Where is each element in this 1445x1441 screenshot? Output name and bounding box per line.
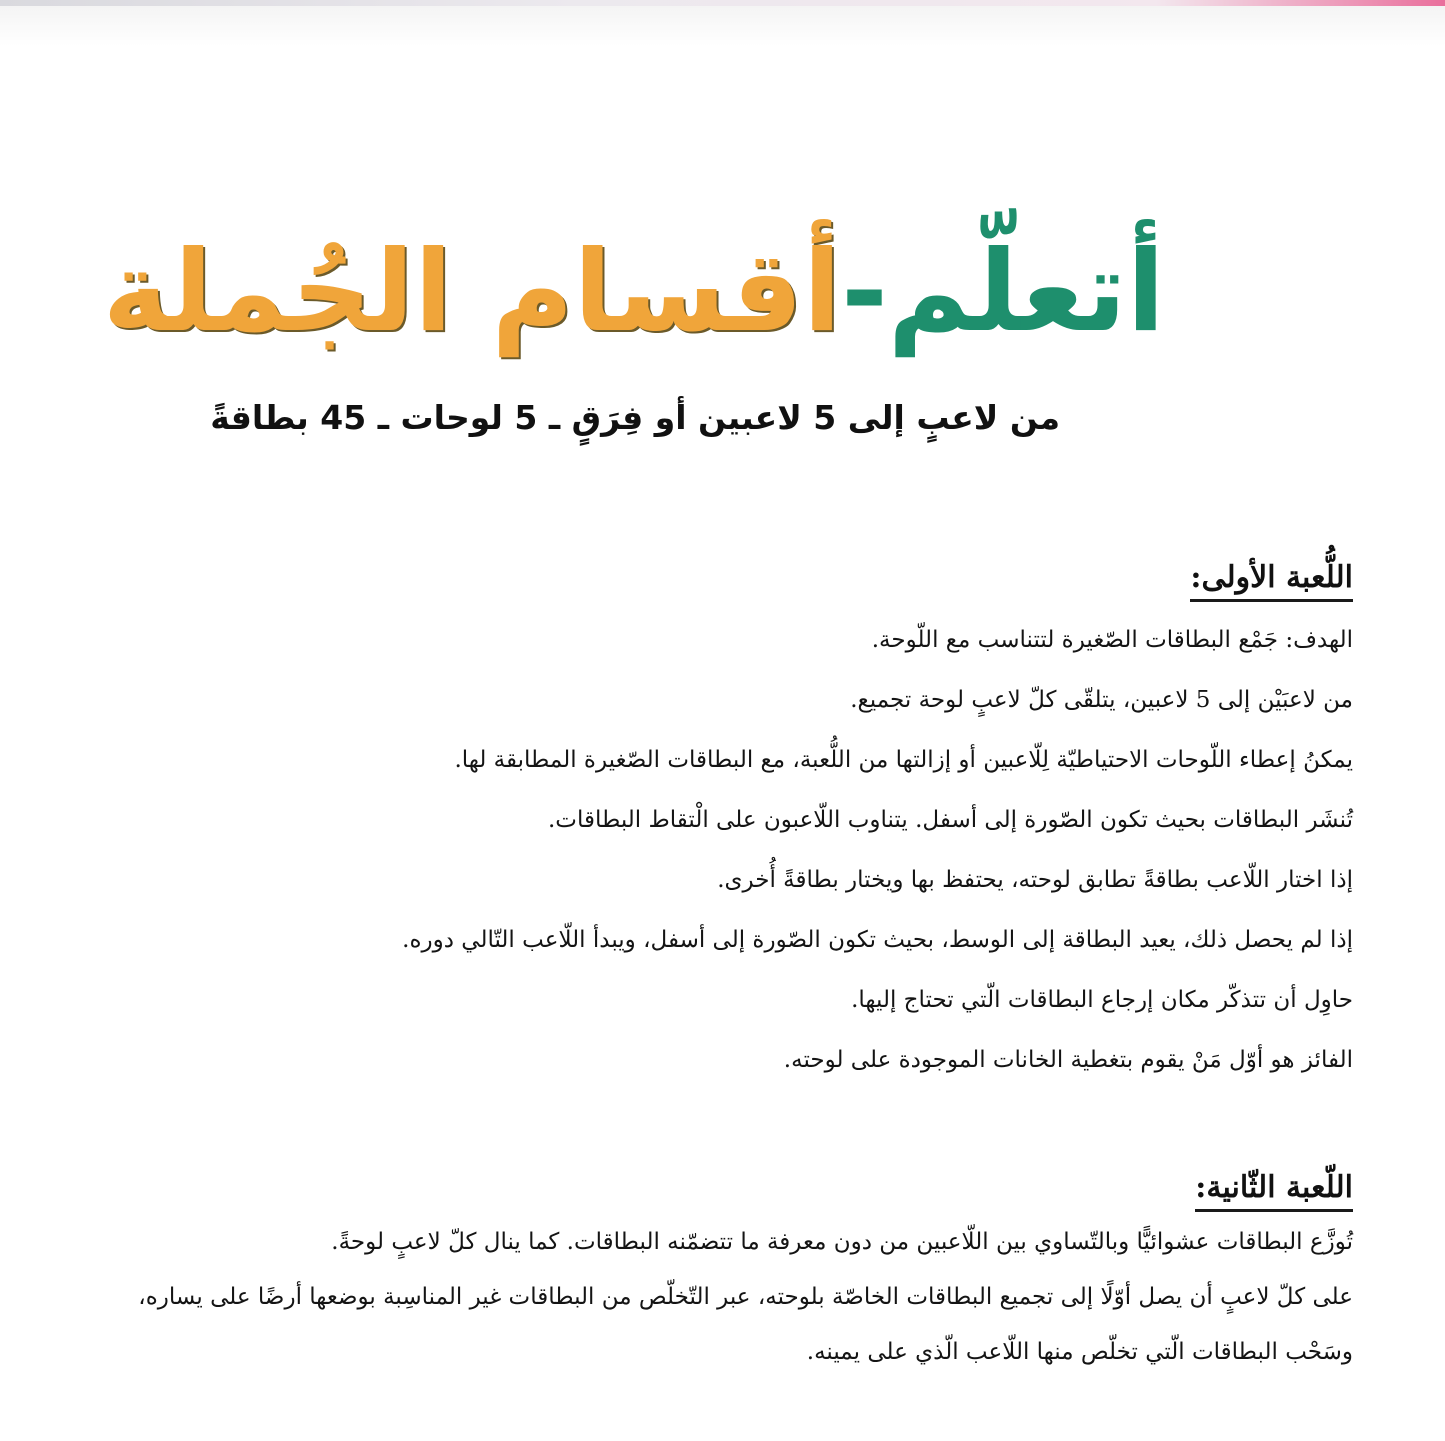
game-one-rule: تُنشَر البطاقات بحيث تكون الصّورة إلى أسفل. يتناوب اللّاعبون على الْتقاط البطاقات. (547, 807, 1353, 833)
game-one-rule: الفائز هو أوّل مَنْ يقوم بتغطية الخانات الموجودة على لوحته. (783, 1047, 1353, 1073)
page-title (102, 225, 1165, 359)
game-one-heading: اللُّعبة الأولى: (1190, 560, 1353, 602)
game-two-rule: وسَحْب البطاقات الّتي تخلّص منها اللّاعب الّذي على يمينه. (806, 1339, 1353, 1365)
game-one-rule: يمكنُ إعطاء اللّوحات الاحتياطيّة لِلّاعبين أو إزالتها من اللُّعبة، مع البطاقات الصّغيرة المطابقة لها. (454, 747, 1353, 773)
title-part-learn: أتعلّم (887, 227, 1165, 358)
game-two-rule: تُوزَّع البطاقات عشوائيًّا وبالتّساوي بين اللّاعبين من دون معرفة ما تتضمّنه البطاقات. كما ينال كلّ لاعبٍ لوحةً. (331, 1229, 1353, 1255)
game-two-section (63, 1170, 1353, 1387)
title-part-sentence-types: أقسام الجُملة (102, 227, 842, 358)
game-two-rule: على كلّ لاعبٍ أن يصل أوّلًا إلى تجميع البطاقات الخاصّة بلوحته، عبر التّخلّص من البطاقات غير المناسِبة بوضعها أرضًا على يساره، (138, 1284, 1353, 1310)
game-one-rule: حاوِل أن تتذكّر مكان إرجاع البطاقات الّتي تحتاج إليها. (851, 987, 1353, 1013)
game-one-rule: الهدف: جَمْع البطاقات الصّغيرة لتتناسب مع اللّوحة. (871, 627, 1353, 653)
game-one-section (63, 560, 1353, 1100)
game-one-rule: إذا لم يحصل ذلك، يعيد البطاقة إلى الوسط، بحيث تكون الصّورة إلى أسفل، ويبدأ اللّاعب التّالي دوره. (402, 927, 1353, 953)
game-one-rule: إذا اختار اللّاعب بطاقةً تطابق لوحته، يحتفظ بها ويختار بطاقةً أُخرى. (717, 867, 1353, 893)
game-one-rules (63, 620, 1353, 1100)
game-contents-subtitle: من لاعبٍ إلى 5 لاعبين أو فِرَقٍ ـ 5 لوحات ـ 45 بطاقةً (210, 398, 1060, 437)
game-two-heading: اللّعبة الثّانية: (1195, 1170, 1353, 1212)
game-two-rules (63, 1222, 1353, 1387)
game-one-rule: من لاعبَيْن إلى 5 لاعبين، يتلقّى كلّ لاعبٍ لوحة تجميع. (850, 687, 1353, 713)
title-separator: - (841, 227, 888, 358)
